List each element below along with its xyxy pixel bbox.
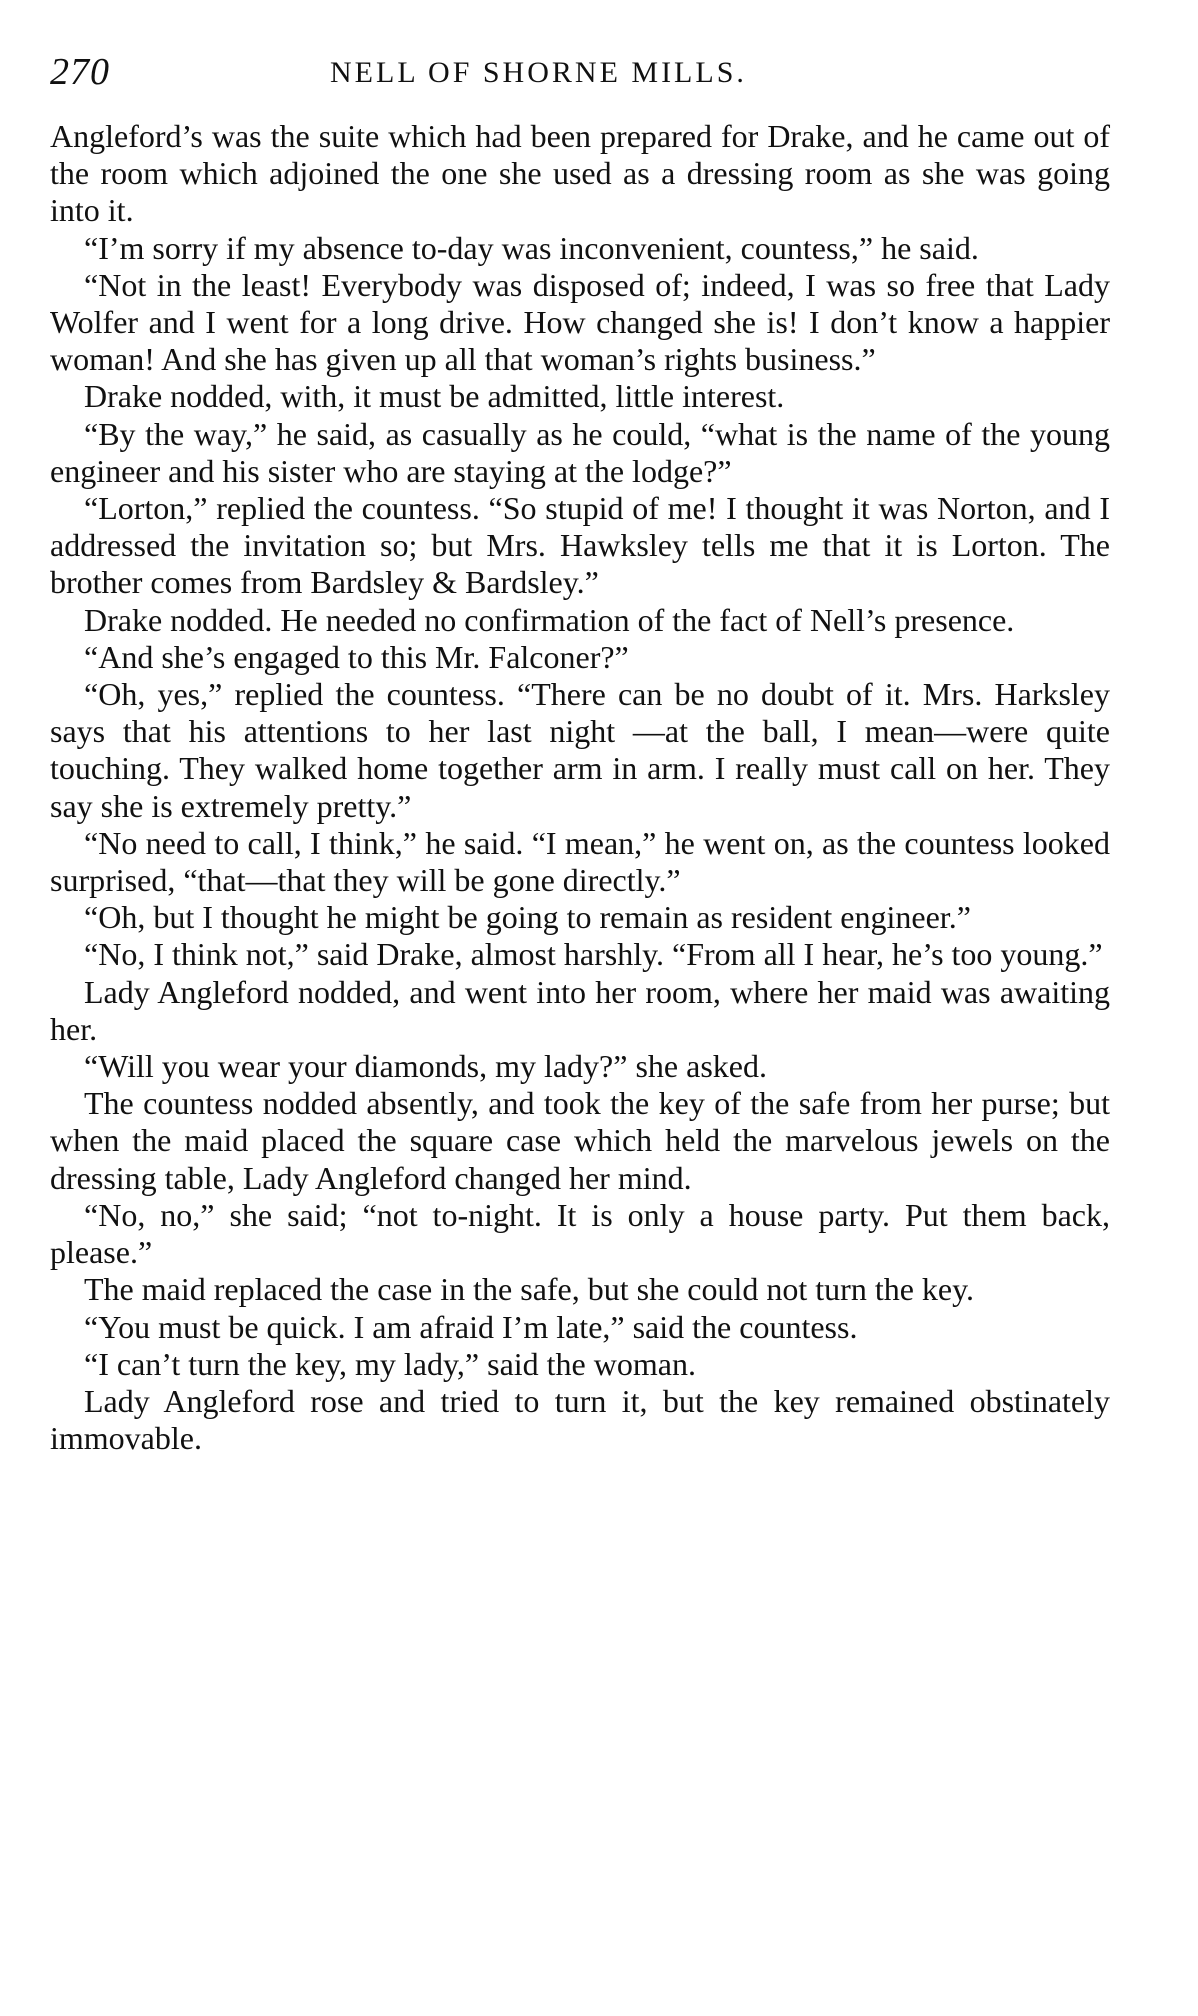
paragraph: “Lorton,” replied the countess. “So stupid of me! I thought it was Norton, and I addressed the invitation so; but Mrs. Hawksley tells me that it is Lorton. The brother comes from Bardsley & Bardsley.” [50,490,1110,601]
paragraph: “And she’s engaged to this Mr. Falconer?” [84,638,629,675]
paragraph: “Will you wear your diamonds, my lady?” she asked. [84,1048,767,1085]
paragraph: “Oh, but I thought he might be going to remain as resident engineer.” [84,899,971,936]
paragraph: “You must be quick. I am afraid I’m late,” said the countess. [84,1308,858,1345]
paragraph: “I can’t turn the key, my lady,” said the woman. [84,1345,696,1382]
paragraph: Lady Angleford nodded, and went into her room, where her maid was awaiting her. [50,973,1110,1047]
paragraph: “I’m sorry if my absence to-day was inconvenient, countess,” he said. [84,229,979,266]
running-title: NELL OF SHORNE MILLS. [330,56,747,89]
body-text [50,118,1110,1457]
paragraph: Drake nodded, with, it must be admitted, little interest. [84,378,785,415]
page-header [50,50,1110,114]
paragraph: “Oh, yes,” replied the countess. “There can be no doubt of it. Mrs. Harksley says that his attentions to her last night —at the ball, I mean—were quite touching. They walked home together arm in arm. I really must call on her. They say she is extremely pretty.” [50,676,1110,824]
paragraph: Angleford’s was the suite which had been prepared for Drake, and he came out of the room which adjoined the one she used as a dressing room as she was going into it. [50,118,1110,229]
paragraph: The countess nodded absently, and took the key of the safe from her purse; but when the maid placed the square case which held the marvelous jewels on the dressing table, Lady Angleford changed her mind. [50,1085,1110,1196]
paragraph: The maid replaced the case in the safe, but she could not turn the key. [84,1271,975,1308]
paragraph: “Not in the least! Everybody was disposed of; indeed, I was so free that Lady Wolfer and I went for a long drive. How changed she is! I don’t know a happier woman! And she has given up all that woman’s rights business.” [50,266,1110,378]
paragraph: “By the way,” he said, as casually as he could, “what is the name of the young engineer and his sister who are staying at the lodge?” [50,415,1110,489]
book-page [50,50,1110,1457]
paragraph: “No, no,” she said; “not to-night. It is only a house party. Put them back, please.” [50,1196,1110,1271]
paragraph: “No, I think not,” said Drake, almost harshly. “From all I hear, he’s too young.” [84,936,1103,973]
paragraph: Lady Angleford rose and tried to turn it, but the key remained obstinately immovable. [50,1382,1110,1457]
page-number: 270 [50,51,110,93]
paragraph: Drake nodded. He needed no confirmation of the fact of Nell’s presence. [84,601,1015,638]
paragraph: “No need to call, I think,” he said. “I mean,” he went on, as the countess looked surprised, “that—that they will be gone directly.” [50,824,1110,899]
